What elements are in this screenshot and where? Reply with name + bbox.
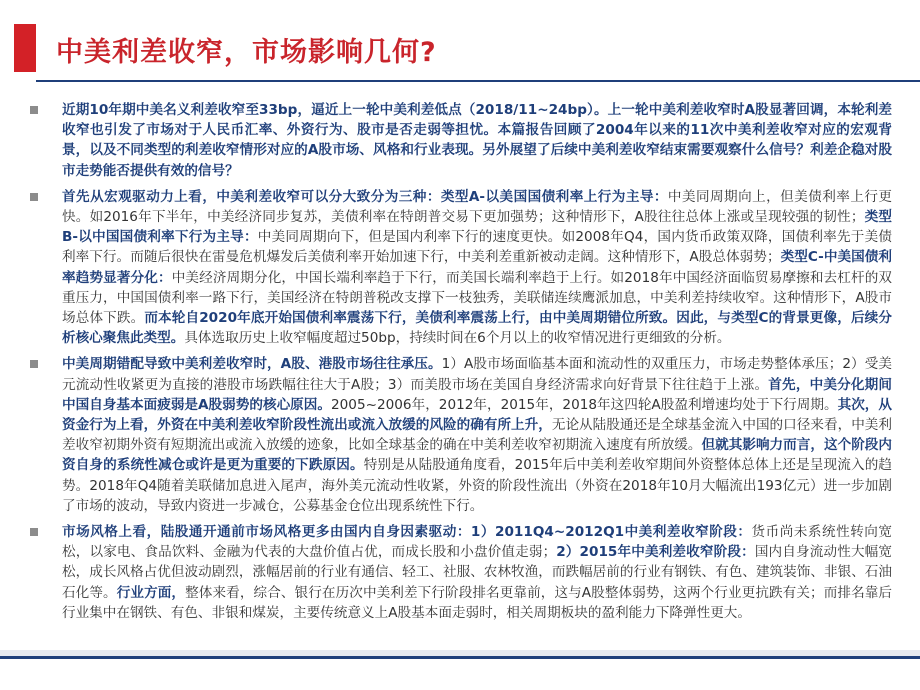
emphasis-text: 行业方面， [116,584,186,601]
paragraph-style-industry [30,522,892,623]
title-accent-block [14,24,36,72]
body-text: 中美同周期向下，但是国内利率下行的速度更快。如2008年Q4，国内货币政策双降，国债利率先于美债利率下行。而随后很快在雷曼危机爆发后美债利率开始加速下行，中美利差重新被动走阔。这种情形下，A股总体弱势； [62,229,892,266]
body-text: 整体来看，综合、银行在历次中美利差下行阶段排名更靠前，这与A股整体弱势，这两个行业更抗跌有关；而排名靠后行业集中在钢铁、有色、非银和煤炭，主要传统意义上A股基本面走弱时，相关周期板块的盈利能力下降弹性更大。 [62,584,893,621]
square-bullet-icon [30,193,38,201]
emphasis-text: 而本轮自2020年底开始国债利率震荡下行，美债利率震荡上行，由中美周期错位所致。因此，与类型C的背景更像，后续分析核心聚焦此类型。 [62,310,892,347]
square-bullet-icon [30,528,38,536]
body-text: 货币尚未系统性转向宽松，以家电、食品饮料、金融为代表的大盘价值占优，而成长股和小盘价值走弱； [62,524,893,561]
emphasis-text: 其次，从资金行为上看，外资在中美利差收窄阶段性流出或流入放缓的风险的确有所上升， [62,396,892,434]
body-text: 国内自身流动性大幅宽松，成长风格占优但波动剧烈，涨幅居前的行业有通信、轻工、社服、农林牧渔，而跌幅居前的行业有钢铁、有色、建筑装饰、非银、石油石化等。 [62,544,893,601]
emphasis-text: 近期10年期中美名义利差收窄至33bp，逼近上一轮中美利差低点（2018/11~24bp）。上一轮中美利差收窄时A股显著回调，本轮利差收窄也引发了市场对于人民币汇率、外资行为、股市是否走弱等担忧。本篇报告回顾了2004年以来的11次中美利差收窄对应的宏观背景，以及不同类型的利差收窄情形对应的A股市场、风格和行业表现。另外展望了后续中美利差收窄结束需要观察什么信号？利差企稳对股市走势能否提供有效的信号？ [62,102,892,179]
emphasis-text: 类型C-中美国债利率趋势显著分化： [62,249,892,286]
slide-body [30,100,892,629]
emphasis-text: 首先，中美分化期间中国自身基本面疲弱是A股弱势的核心原因。 [62,376,892,413]
paragraph-text [62,356,892,513]
body-text: 2005~2006年，2012年，2015年，2018年这四轮A股盈利增速均处于下行周期。 [331,396,838,413]
title-divider [36,80,920,82]
paragraph-text [62,524,892,621]
emphasis-text: 但就其影响力而言，这个阶段内资自身的系统性减仓或许是更为重要的下跌原因。 [62,437,892,474]
emphasis-text: 类型B-以中国国债利率下行为主导： [62,209,893,246]
emphasis-text: 首先从宏观驱动力上看，中美利差收窄可以分大致分为三种：类型A-以美国国债利率上行为主导： [62,188,668,205]
emphasis-text: 2）2015年中美利差收窄阶段： [556,544,755,561]
body-text: 特别是从陆股通角度看，2015年后中美利差收窄期间外资整体总体上还是呈现流入的趋势。2018年Q4随着美联储加息进入尾声，海外美元流动性收紧，外资的阶段性流出（外资在2018年10月大幅流出193亿元）进一步加剧了市场的波动，导致内资进一步减仓，公募基金仓位出现系统性下行。 [62,457,893,514]
emphasis-text: 中美周期错配导致中美利差收窄时，A股、港股市场往往承压。 [62,356,442,373]
paragraph-market-pressure [30,354,892,516]
square-bullet-icon [30,360,38,368]
body-text: 中美经济周期分化，中国长端利率趋于下行，而美国长端利率趋于上行。如2018年中国经济面临贸易摩擦和去杠杆的双重压力，中国国债利率一路下行，美国经济在特朗普税改支撑下一枝独秀，美联储连续鹰派加息，中美利差持续收窄。这种情形下，A股市场总体下跌。 [62,269,893,327]
body-text: 中美同周期向上，但美债利率上行更快。如2016年下半年，中美经济同步复苏，美债利率在特朗普交易下更加强势；这种情形下，A股往往总体上涨或呈现较强的韧性； [62,188,892,226]
footer-line [0,656,920,659]
paragraph-text [62,189,892,346]
body-text: 1）A股市场面临基本面和流动性的双重压力，市场走势整体承压；2）受美元流动性收紧更为直接的港股市场跌幅往往大于A股；3）而美股市场在美国自身经济需求向好背景下往往趋于上涨。 [62,356,892,393]
paragraph-text [62,102,892,179]
body-text: 无论从陆股通还是全球基金流入中国的口径来看，中美利差收窄初期外资有短期流出或流入放缓的迹象，比如全球基金的确在中美利差收窄初期流入速度有所放缓。 [62,417,892,454]
paragraph-macro-drivers [30,187,892,349]
body-text: 具体选取历史上收窄幅度超过50bp，持续时间在6个月以上的收窄情况进行更细致的分析。 [184,330,731,347]
square-bullet-icon [30,106,38,114]
emphasis-text: 市场风格上看，陆股通开通前市场风格更多由国内自身因素驱动：1）2011Q4~2012Q1中美利差收窄阶段： [62,524,752,541]
slide-title: 中美利差收窄，市场影响几何? [56,37,437,68]
paragraph-intro [30,100,892,181]
